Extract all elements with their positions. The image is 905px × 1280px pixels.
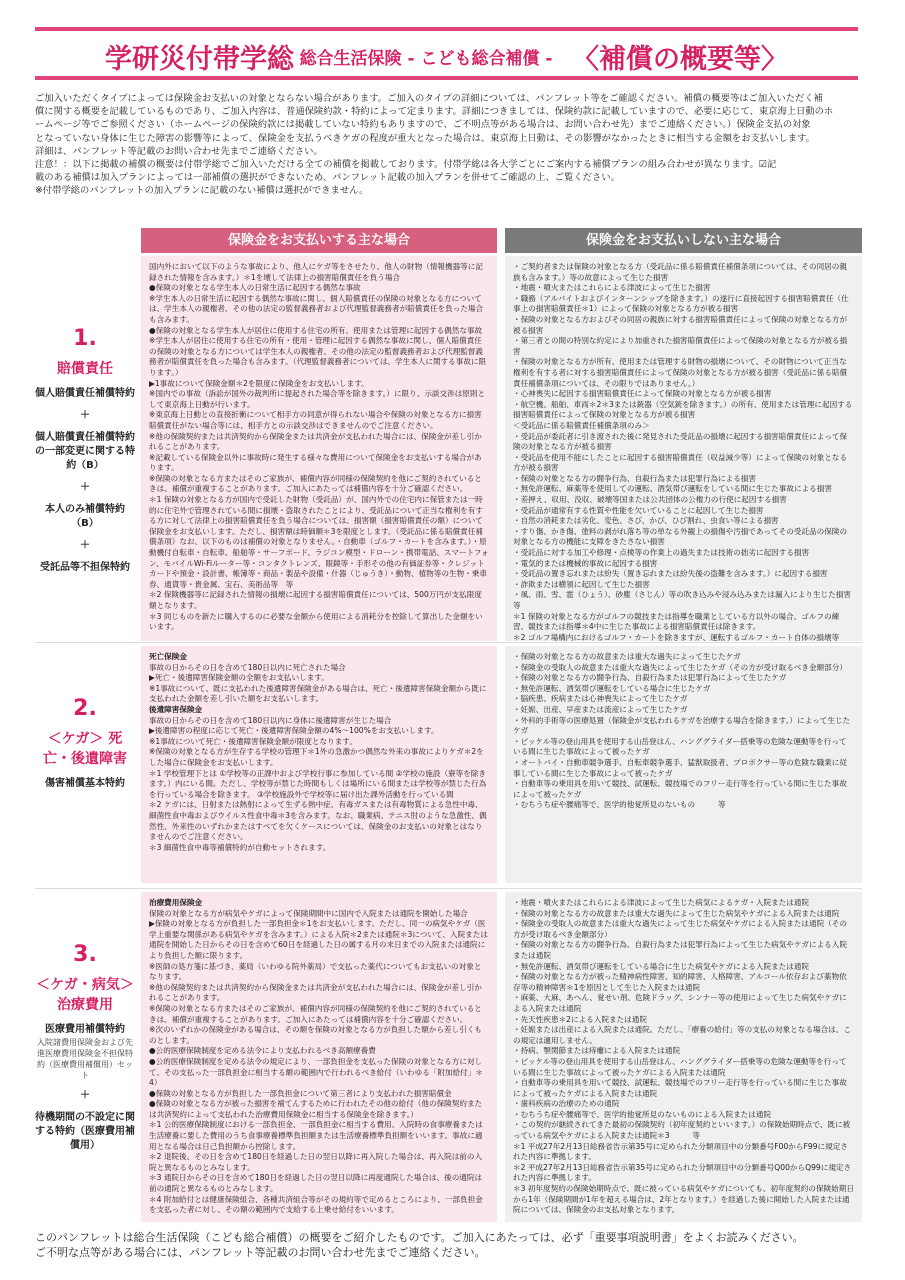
intro-line: 載のある補償は加入プランによっては一部補償の選択ができないため、パンフレット記載の加入プランを併せてご確認の上、ご覧ください。 [35,172,620,184]
nopay-line: ・受託品を使用不能にしたことに起因する損害賠償責任（収益減少等）によって保険の対象となる方が被る損害 [513,452,848,473]
intro-line: 詳細は、パンフレット等記載のお問い合わせ先までご連絡ください。 [35,145,323,157]
row-name: ＜ケガ・病気＞ 治療費用 [36,977,134,1013]
pay-line: ●公的医療保険制度を定める法令の規定により、一部負担金を支払った保険の対象となる方に対して、その支払った一部負担金に相当する額の範囲内で行われるべき給付（いわゆる「附加給付」＊4） [149,1056,483,1088]
nopay-line: ・ピッケル等の登山用具を使用する山岳登はん、ハンググライダー搭乗等の危険な運動等を行っている間に生じた事故によって被ったケガによる入院または通院 [513,1056,847,1077]
row-divider [35,888,862,889]
title-sub: 総合生活保険 - こども総合補償 - [299,49,553,69]
pay-header: 保険金をお支払いする主な場合 [141,228,497,253]
pay-line: ※他の保険契約または共済契約から保険金または共済金が支払われた場合には、保険金が差し引かれることがあります。 [149,982,482,1003]
intro-line: ームページ等でご参照ください（ホームページの保険約款には掲載していない特約もありますので、ご不明点等がある場合は、お問い合わせ先）までご連絡ください。）保険金支払の対象 [35,119,811,131]
nopay-line: ・保険の対象となる方の闘争行為、自殺行為または犯罪行為によって生じた病気やケガによる入院または通院 [513,940,847,960]
row-number: 2. [73,696,97,721]
row-divider [35,642,862,643]
pay-line: ※医師の処方箋に基づき、薬局（いわゆる院外薬局）で支払った薬代についてもお支払いの対象となります。 [149,961,482,982]
nopay-line: ・ご契約者または保険の対象となる方（受託品に係る賠償責任補償条項については、その同居の親族も含みます。）等の故意によって生じた損害 [513,262,847,282]
nopay-line: ・持病、顎関節または痔瘻による入院または通院 [513,1046,681,1056]
row-sub: 医療費用補償特約 [45,1024,125,1035]
nopay-line: ・ピッケル等の登山用具を使用する山岳登はん、ハンググライダー搭乗等の危険な運動等を行っている間に生じた事故によって被ったケガ [513,736,847,757]
intro-line: ※付帯学総のパンフレットの加入プランに記載のない補償は選択ができません。 [35,185,369,197]
nopay-line: ・差押え、収用、没収、破壊等国または公共団体の公権力の行使に起因する損害 [513,495,787,505]
pay-line: ＊1 保険の対象となる方が国内で受託した財物（受託品）が、国内外での住宅内に保管または一時的に住宅外で管理されている間に損壊・盗取されたことにより、受託品について正当な権利を有する方に対して法律上の損害賠償責任を負う場合については、損害額（損害賠償責任の額）について保険金をお支払いします。ただし、損害額は時価額＊3を限度とします。（受託品に係る賠償責任補償条項）なお、以下のものは補償の対象となりません。・自動車（ゴルフ・カートを含みます。）・原動機付自転車・自転車、船舶等・サーフボード、ラジコン模型・ドローン・携帯電話、スマートフォン、モバイルWi-Fiルーター等・コンタクトレンズ、眼鏡等・手形その他の有価証券等・クレジットカードや預金・設計書、帳簿等・商品・製品や設備・什器（じゅうき）・動物、植物等の生物・乗車券、通貨等・貴金属、宝石、美術品等 等 [149,495,489,589]
row-sub: ＋ [80,410,90,421]
pay-line: 事故の日からその日を含めて180日以内に身体に後遺障害が生じた場合 [149,715,392,725]
nopay-line: ・保険の対象となる方が所有、使用または管理する財物の損壊について、その財物について正当な権利を有する者に対する損害賠償責任によって保険の対象となる方が被る損害（受託品に係る賠償責任補償条項については、その限りではありません。） [513,357,848,388]
row-sub-small: 入院諸費用保険金および先進医療費用保険金不担保特約（医療費用補償用）セット [37,1038,133,1080]
pay-line: 治療費用保険金 [149,898,203,907]
footer-line: ご不明な点等がある場合には、パンフレット等記載のお問い合わせ先までご連絡ください。 [35,1245,486,1259]
pay-line: ●公的医療保険制度を定める法令により支払われるべき高額療養費 [149,1046,376,1056]
pay-line: 国内外において以下のような事故により、他人にケガ等をさせたり、他人の財物（情報機器等に記録された情報を含みます。）＊1を壊して法律上の損害賠償責任を負う場合 [149,262,483,282]
pay-line: ※1事故について、既に支払われた後遺障害保険金がある場合は、死亡・後遺障害保険金額から既に支払われた金額を差し引いた額をお支払いします。 [149,683,487,704]
nopay-line: ・保険の対象となる方の故意または重大な過失によって生じた病気やケガによる入院または通院 [513,908,840,918]
pay-line: ＊3 細菌性食中毒等補償特約が自動セットされます。 [149,842,331,852]
intro-text [35,92,865,198]
nopay-line: ・先天性疾患＊2による入院または通院 [513,1014,647,1024]
nopay-line: ・電気的または機械的事故に起因する損害 [513,558,658,568]
nopay-line: ・保険金の受取人の故意または重大な過失によって生じたケガ（その方が受け取るべき金額部分） [513,662,847,672]
pay-line: ※東京海上日動との直接折衝について相手方の同意が得られない場合や保険の対象となる方に損害賠償責任がない場合等には、相手方との示談交渉はできませんのでご注意ください。 [149,410,482,430]
nopay-line: ・航空機、船舶、車両＊2＊3または銃器（空気銃を除きます。）の所有、使用または管理に起因する損害賠償責任によって保険の対象となる方が被る損害 [513,399,853,420]
pay-cell [141,646,497,883]
nopay-line: ・第三者との間の特別な約定により加重された損害賠償責任によって保険の対象となる方が被る損害 [513,336,848,356]
nopay-line: ・保険の対象となる方の故意または重大な過失によって生じたケガ [513,652,741,661]
nopay-line: ・妊娠、出産、早産または流産によって生じたケガ [513,704,688,714]
nopay-line: ・保険の対象となる方が被った精神病性障害、知的障害、人格障害、アルコール依存および薬物依存等の精神障害＊1を原因として生じた入院または通院 [513,972,847,992]
nopay-line: ・保険の対象となる方の闘争行為、自殺行為または犯罪行為による損害 [513,473,756,483]
row-label [35,326,135,575]
pay-line: ※保険の対象となる方またはそのご家族が、補償内容が同様の保険契約を他にご契約されているときは、補償が重複することがあります。ご加入にあたっては補償内容を十分ご確認ください。 [149,1003,482,1024]
nopay-line: ・自動車等の乗用具を用いて競技、試運転、競技場でのフリー走行等を行っている間に生じた事故によって被ったケガによる入院または通院 [513,1078,847,1098]
pay-line: ※1事故について死亡・後遺障害保険金額が限度となります。 [149,736,357,746]
pay-line: ＊1 学校管理下とは ①学校等の正課中および学校行事に参加している間 ②学校の施設（寮等を除きます。）内にいる間。ただし、学校等が禁じた時間もしくは場所にいる間または学校等が禁じた行為を行っている場合を除きます。 ③学校施設外で学校等に届け出た課外活動を行っている間 [149,768,487,799]
nopay-line: ＜受託品に係る賠償責任補償条項のみ＞ [513,420,650,430]
pay-line: ●保険の対象となる学生本人の日常生活に起因する偶然な事故 [149,283,361,293]
nopay-line: ＊2 平成27年2月13日総務省告示第35号に定められた分類項目中の分類番号Q00からQ99に規定された内容に準拠します。 [513,1162,852,1183]
footer-note [35,1231,865,1260]
coverage-row [35,892,862,1222]
nopay-line: ・無免許運転、麻薬等を使用しての運転、酒気帯び運転をしている間に生じた事故による損害 [513,484,832,494]
row-name: ＜ケガ＞ 死亡・後遺障害 [43,731,127,767]
row-sub: 傷害補償基本特約 [45,778,125,789]
pay-line: ▶死亡・後遺障害保険金額の全額をお支払いします。 [149,673,329,683]
pay-line: ※国内での事故（訴訟が国外の裁判所に提起された場合等を除きます。）に限り、示談交渉は原則として東京海上日動が行います。 [149,389,486,409]
nopay-line: ・無免許運転、酒気帯び運転をしている場合に生じた病気やケガによる入院または通院 [513,961,809,971]
pay-line: ※学生本人の日常生活に起因する偶然な事故に関し、個人賠償責任の保険の対象となる方については、学生本人の親権者、その他の法定の監督義務者および代理監督義務者が賠償責任を負った場合も含みます。 [149,293,484,324]
nopay-line: ・保険の対象となる方の闘争行為、自殺行為または犯罪行為によって生じたケガ [513,673,787,683]
row-label [35,942,135,1153]
pay-line: ※学生本人が居住に使用する住宅の所有・使用・管理に起因する偶然な事故に関し、個人賠償責任の保険の対象となる方については学生本人の親権者、その他の法定の監督義務者および代理監督義務者が賠償責任を負った場合も含みます。（代理監督義務者については、学生本人に関する事故に限ります。） [149,336,487,377]
nopay-line: ・風、雨、雪、雹（ひょう）、砂塵（さじん）等の吹き込みや浸み込みまたは漏入により生じた損害 等 [513,590,859,610]
title-rule [35,76,858,80]
row-sub: ＋ [80,540,90,551]
pay-line: 後遺障害保険金 [149,704,203,714]
pay-line: ▶後遺障害の程度に応じて死亡・後遺障害保険金額の4%〜100%をお支払いします。 [149,726,439,736]
nopay-line: ・受託品が通常有する性質や性能を欠いていることに起因して生じた損害 [513,505,764,515]
pay-cell [141,892,497,1222]
nopay-cell [505,892,862,1222]
pay-line: ＊2 保険機器等に記録された情報の損壊に起因する損害賠償責任については、500万円が支払限度額となります。 [149,590,482,610]
coverage-row [35,256,862,641]
row-sub: 本人のみ補償特約（B） [45,504,125,529]
nopay-line: ・詐欺または横領に起因して生じた損害 [513,579,650,589]
title-main: 学研災付帯学総 [104,44,294,75]
pay-line: ＊1 公的医療保険制度における一部負担金、一部負担金に相当する費用、入院時の食事療養または生活療養に要した費用のうち食事療養標準負担額または生活療養標準負担額をいいます。事故に適用となる場合は日己負担額から控除します。 [149,1120,483,1151]
nopay-line: ・自然の消耗または劣化、変色、さび、かび、ひび割れ、虫食い等による損害 [513,516,779,526]
nopay-line: ・この契約が継続されてきた最初の保険契約（初年度契約といいます。）の保険始期時点で、既に被っている病気やケガによる入院または通院＊3 等 [513,1120,851,1141]
pay-cell [141,256,497,641]
title-bracket: 〈補償の概要等〉 [572,44,789,75]
nopay-line: ・受託品の置き忘れまたは紛失（置き忘れまたは紛失後の盗難を含みます。）に起因する損害 [513,569,828,579]
top-rule [35,27,858,31]
nopay-line: ・保険の対象となる方およびその同居の親族に対する損害賠償責任によって保険の対象となる方が被る損害 [513,314,848,335]
pay-line: ※次のいずれかの保険金がある場合は、その額を保険の対象となる方が負担した額から差し引くものとします。 [149,1025,482,1045]
pay-line: ※保険の対象となる方が生存する学校の管理下＊1外の急激かつ偶然な外来の事故によりケガ＊2をした場合に保険金をお支払いします。 [149,747,484,767]
nopay-line: ・麻薬、大麻、あへん、覚せい剤、危険ドラッグ、シンナー等の使用によって生じた病気やケガによる入院または通院 [513,993,847,1013]
intro-line: となっていない身体に生じた障害の影響等によって、保険金を支払うべきケガの程度が重大となった場合は、東京海上日動は、その影響がなかったときに相当する金額をお支払いします。 [35,132,815,144]
intro-line: 償に関する概要を記載しているものであり、ご加入内容は、普通保険約款・特約によって定まります。詳細につきましては、保険約款に記載していますので、必要に応じて、東京海上日動のホ [35,106,834,118]
nopay-line: ・歯科疾病の治療のための通院 [513,1099,620,1109]
row-number: 1. [73,326,97,351]
pay-line: ●保険の対象となる方が負担した一部負担金について第三者により支払われた損害賠償金 [149,1088,452,1098]
pay-line: 事故の日からその日を含めて180日以内に死亡された場合 [149,662,346,672]
nopay-line: ・無免許運転、酒気帯び運転をしている場合に生じたケガ [513,683,711,693]
coverage-row [35,646,862,883]
nopay-line: ・地震・噴火またはこれらによる津波によって生じた損害 [513,283,711,293]
nopay-line: ＊1 保険の対象となる方がゴルフの競技または指導を職業としている方以外の場合、ゴルフの練習、競技または指導＊4中に生じた事故による損害賠償責任は除きます。 [513,611,840,632]
nopay-line: ・脳疾患、疾病または心神喪失によって生じたケガ [513,694,688,704]
row-name: 賠償責任 [57,361,113,377]
row-number: 3. [73,942,97,967]
intro-line: ご加入いただくタイプによっては保険金お支払いの対象とならない場合があります。ご加入のタイプの詳細については、パンフレット等をご確認ください。補償の概要等はご加入いただく補 [35,93,823,104]
pay-line: ●保険の対象となる学生本人が居住に使用する住宅の所有、使用または管理に起因する偶然な事故 [149,325,483,335]
pay-line: ※記載している保険金以外に事故時に発生する様々な費用について保険金をお支払いする場合があります。 [149,452,482,473]
nopay-line: ・職務（アルバイトおよびインターンシップを除きます。）の遂行に直接起因する損害賠償責任（仕事上の損害賠償責任＊1）によって保険の対象となる方が被る損害 [513,293,849,314]
row-sub: 個人賠償責任補償特約 [35,388,135,399]
nopay-cell [505,256,862,641]
pay-line: ＊2 退院後、その日を含めて180日を経過した日の翌日以降に再入院した場合は、再入院は前の入院と異なるものとみなします。 [149,1152,483,1172]
nopay-line: ・オートバイ・自動車競争選手、自転車競争選手、猛獣取扱者、プロボクサー等の危険な職業に従事している間に生じた事故によって被ったケガ [513,757,847,778]
row-sub: ＋ [80,1090,90,1101]
pay-line: ＊2 ケガには、日射または熱射によって生ずる熱中症、有毒ガスまたは有毒物質による急性中毒、細菌性食中毒およびウイルス性食中毒＊3を含みます。なお、職業病、テニス肘のような急激性、偶然性、外来性のいずれかまたはすべてを欠くケースについては、保険金のお支払いの対象とはなりませんのでご注意ください。 [149,800,487,842]
nopay-line: ・保険金の受取人の故意または重大な過失によって生じた病気やケガによる入院または通院（その方が受け取るべき金額部分） [513,919,847,939]
pay-line: ※他の保険契約または共済契約から保険金または共済金が支払われた場合には、保険金が差し引かれることがあります。 [149,431,482,452]
nopay-line: ＊2 ゴルフ場構内におけるゴルフ・カートを除きますが、運転するゴルフ・カート自体の損壊等 [513,632,840,641]
row-sub: ＋ [80,482,90,493]
nopay-cell [505,646,862,883]
row-sub: 待機期間の不設定に関する特約（医療費用補償用） [35,1112,135,1151]
pay-line: ▶1事故について保険金額＊2を限度に保険金をお支払いします。 [149,378,369,388]
row-sub: 受託品等不担保特約 [40,562,130,573]
nopay-line: ・受託品に対する加工や修理・点検等の作業上の過失または技術の拙劣に起因する損害 [513,548,810,558]
nopay-line: ・外科的手術等の医療処置（保険金が支払われるケガを治療する場合を除きます。）によって生じたケガ [513,715,851,736]
pay-line: 死亡保険金 [149,652,187,661]
row-sub: 個人賠償責任補償特約の一部変更に関する特約（B） [35,432,135,471]
footer-line: このパンフレットは総合生活保険（こども総合補償）の概要をご紹介したものです。ご加入にあたっては、必ず「重要事項説明書」をよくお読みください。 [35,1231,804,1244]
pay-line: ※保険の対象となる方またはそのご家族が、補償内容が同様の保険契約を他にご契約されているときは、補償が重複することがあります。ご加入にあたっては補償内容を十分ご確認ください。 [149,473,482,494]
nopay-line: ・すり傷、かき傷、塗料の剥がれ落ち等の単なる外観上の損傷や汚損であってその受託品の保険の対象となる方の機能に支障をきたさない損害 [513,526,848,547]
nopay-line: ・自動車等の乗用具を用いて競技、試運転、競技場でのフリー走行等を行っている間に生じた事故によって被ったケガ [513,779,847,799]
nopay-line: ・妊娠または出産による入院または通院。ただし、「療養の給付」等の支払の対象となる場合は、この規定は適用しません。 [513,1025,851,1045]
nopay-line: ・受託品が委託者に引き渡された後に発見された受託品の損壊に起因する損害賠償責任によって保険の対象となる方が被る損害 [513,431,848,452]
pay-line: ＊3 通院日からその日を含めて180日を経過した日の翌日以降に再度通院した場合は、後の通院は前の通院と異なるものとみなします。 [149,1173,483,1194]
pay-line: 保険の対象となる方が病気やケガによって保険期間中に国内で入院または通院を開始した場合 [149,908,468,918]
nopay-line: ・心神喪失に起因する損害賠償責任によって保険の対象となる方が被る損害 [513,389,772,399]
pay-line: ＊4 附加給付とは健康保険組合、各種共済組合等がその規約等で定めるところにより、一部負担金を支払った者に対し、その額の範囲内で支給する上乗せ給付をいいます。 [149,1194,483,1215]
row-label [35,696,135,791]
pay-line: ●保険の対象となる方が被った損害を補てんするために行われたその他の給付（他の保険契約または共済契約によって支払われた治療費用保険金に相当する保険金を除きます。） [149,1099,483,1119]
nopay-line: ・むちうち症や腰痛等で、医学的他覚所見のないものによる入院または通院 [513,1109,772,1119]
intro-line: 注意！：以下に掲載の補償の概要は付帯学総でご加入いただける全ての補償を掲載しております。付帯学総は各大学ごとにご案内する補償プランの組み合わせが異なります。☑記 [35,159,777,171]
nopay-line: ＊3 初年度契約の保険始期時点で、既に被っている病気やケガについても、初年度契約の保険始期日から1年（保険期間が1年を超える場合は、2年となります。）を経過した後に開始した入院または通院については、保険金のお支払対象となります。 [513,1184,854,1215]
nopay-header: 保険金をお支払いしない主な場合 [505,228,862,253]
pay-line: ▶保険の対象となる方が負担した一部負担金＊1をお支払いします。ただし、同一の病気やケガ（医学上重要な関係がある病気やケガを含みます。）による入院＊2または通院＊3について、入院または通院を開始した日からその日を含めて60日を経過した日の属する月の末日までの入院または通院により負担した額に限ります。 [149,919,488,960]
pay-line: ＊3 同じものを新たに購入するのに必要な金額から使用による消耗分を控除して算出した金額をいいます。 [149,611,483,632]
nopay-line: ・むちうち症や腰痛等で、医学的他覚所見のないもの 等 [513,800,726,810]
nopay-line: ・地震・噴火またはこれらによる津波によって生じた病気によるケガ・入院または通院 [513,898,809,907]
page-title [35,37,858,76]
nopay-line: ＊1 平成27年2月13日総務省告示第35号に定められた分類項目中の分類番号F00からF99に規定された内容に準拠します。 [513,1141,848,1162]
